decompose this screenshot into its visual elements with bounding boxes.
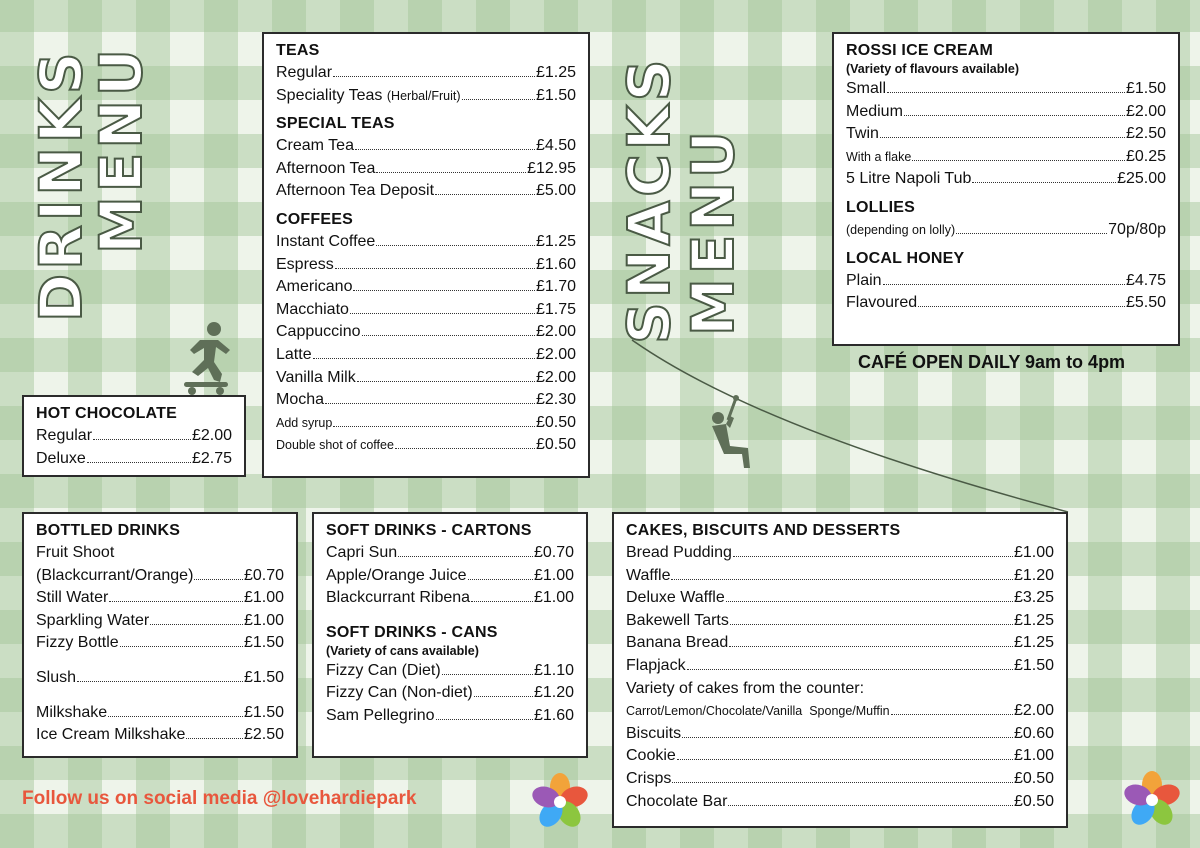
drinks-title-line2: MENU bbox=[87, 45, 155, 254]
item-name: Sam Pellegrino bbox=[326, 706, 435, 724]
item-name: Afternoon Tea Deposit bbox=[276, 182, 435, 200]
menu-item bbox=[626, 655, 1054, 678]
menu-item bbox=[36, 610, 284, 633]
item-name: 5 Litre Napoli Tub bbox=[846, 170, 972, 188]
menu-item bbox=[326, 542, 574, 565]
item-price: 70p/80p bbox=[1108, 220, 1166, 238]
menu-item bbox=[276, 321, 576, 344]
item-price: £1.25 bbox=[1013, 634, 1054, 652]
menu-item bbox=[626, 768, 1054, 791]
item-price: £0.50 bbox=[535, 436, 576, 454]
item-name: Double shot of coffee bbox=[276, 438, 394, 453]
item-name: Cream Tea bbox=[276, 137, 354, 155]
menu-item bbox=[626, 587, 1054, 610]
menu-item bbox=[626, 610, 1054, 633]
item-name: Vanilla Milk bbox=[276, 368, 356, 386]
item-name: Cappuccino bbox=[276, 323, 361, 341]
hot-chocolate-panel bbox=[22, 395, 246, 477]
item-price: £1.50 bbox=[535, 86, 576, 104]
item-name: With a flake bbox=[846, 149, 912, 164]
menu-item bbox=[276, 389, 576, 412]
menu-item bbox=[846, 101, 1166, 124]
menu-item bbox=[626, 542, 1054, 565]
menu-item bbox=[36, 565, 284, 588]
item-price: £1.00 bbox=[533, 566, 574, 584]
item-name: Regular bbox=[36, 427, 93, 444]
item-price: £2.75 bbox=[191, 449, 232, 467]
item-price: £1.00 bbox=[243, 611, 284, 629]
bottled-line1: Fruit Shoot bbox=[36, 544, 115, 561]
item-name: Fizzy Can (Diet) bbox=[326, 661, 441, 679]
menu-item bbox=[276, 299, 576, 322]
flower-logo-icon bbox=[1122, 770, 1182, 830]
item-name: Medium bbox=[846, 102, 903, 120]
soft-drinks-panel bbox=[312, 512, 588, 758]
bottled-heading: BOTTLED DRINKS bbox=[36, 522, 181, 539]
item-price: £25.00 bbox=[1117, 170, 1166, 188]
item-price: £1.70 bbox=[535, 278, 576, 296]
item-price: £1.50 bbox=[243, 703, 284, 721]
ice-cream-heading: ROSSI ICE CREAM bbox=[846, 42, 994, 59]
hot-chocolate-heading: HOT CHOCOLATE bbox=[36, 405, 177, 422]
opening-hours: CAFÉ OPEN DAILY 9am to 4pm bbox=[858, 352, 1126, 372]
item-name: Banana Bread bbox=[626, 634, 729, 652]
cakes-heading: CAKES, BISCUITS AND DESSERTS bbox=[626, 522, 901, 539]
bottled-drinks-panel bbox=[22, 512, 298, 758]
menu-item bbox=[36, 587, 284, 610]
item-price: £1.25 bbox=[535, 232, 576, 250]
item-price: £1.50 bbox=[1125, 80, 1166, 97]
item-price: £1.25 bbox=[1013, 611, 1054, 629]
item-name: Chocolate Bar bbox=[626, 792, 728, 810]
menu-item bbox=[326, 587, 574, 610]
item-name: Instant Coffee bbox=[276, 232, 376, 250]
zipline-rider-icon bbox=[700, 394, 766, 474]
item-name: Bread Pudding bbox=[626, 544, 732, 561]
item-name: Twin bbox=[846, 125, 879, 143]
item-name: Flapjack bbox=[626, 656, 686, 674]
item-price: £1.10 bbox=[533, 661, 574, 679]
menu-item bbox=[276, 434, 576, 457]
item-name: Milkshake bbox=[36, 703, 108, 721]
item-name: Fizzy Bottle bbox=[36, 634, 119, 652]
item-name: Macchiato bbox=[276, 300, 349, 318]
item-name: Small bbox=[846, 80, 887, 97]
item-price: £0.50 bbox=[1013, 792, 1054, 810]
item-name: Fizzy Can (Non-diet) bbox=[326, 684, 473, 702]
menu-item bbox=[626, 745, 1054, 768]
snacks-title-line2: MENU bbox=[679, 127, 747, 336]
item-name: Crisps bbox=[626, 769, 672, 787]
item-name: Cookie bbox=[626, 747, 676, 765]
item-name: Latte bbox=[276, 345, 312, 363]
item-price: £1.25 bbox=[535, 64, 576, 81]
item-price: £0.50 bbox=[535, 413, 576, 431]
ice-cream-note: (Variety of flavours available) bbox=[846, 62, 1019, 76]
lollies-heading: LOLLIES bbox=[846, 198, 915, 216]
menu-item bbox=[326, 565, 574, 588]
item-price: £1.00 bbox=[1013, 747, 1054, 765]
menu-item bbox=[326, 705, 574, 728]
item-name: Waffle bbox=[626, 566, 671, 584]
menu-item bbox=[276, 158, 576, 181]
menu-item bbox=[846, 219, 1166, 242]
menu-item bbox=[846, 78, 1166, 101]
item-price: £1.00 bbox=[1013, 544, 1054, 561]
item-name: Blackcurrant Ribena bbox=[326, 589, 471, 607]
menu-item bbox=[276, 412, 576, 435]
item-name: Regular bbox=[276, 64, 333, 81]
cartons-heading: SOFT DRINKS - CARTONS bbox=[326, 522, 532, 539]
item-price: £0.50 bbox=[1013, 769, 1054, 787]
item-price: £5.00 bbox=[535, 182, 576, 200]
item-price: £1.50 bbox=[243, 668, 284, 686]
menu-item bbox=[36, 632, 284, 655]
social-media-line: Follow us on social media @lovehardiepark bbox=[22, 788, 417, 809]
item-name: Mocha bbox=[276, 391, 325, 409]
menu-item bbox=[276, 180, 576, 203]
item-name: Carrot/Lemon/Chocolate/Vanilla Sponge/Muffin bbox=[626, 704, 890, 719]
item-price: £2.00 bbox=[1013, 702, 1054, 720]
snacks-title-line1: SNACKS bbox=[615, 55, 683, 344]
menu-item bbox=[36, 724, 284, 747]
item-name: Afternoon Tea bbox=[276, 159, 376, 177]
item-name: Bakewell Tarts bbox=[626, 611, 729, 629]
item-price: £1.60 bbox=[535, 255, 576, 273]
menu-item bbox=[846, 292, 1166, 315]
drinks-title-line1: DRINKS bbox=[27, 48, 95, 322]
menu-item bbox=[626, 565, 1054, 588]
item-price: £2.00 bbox=[535, 368, 576, 386]
item-price: £2.00 bbox=[535, 345, 576, 363]
item-name: Apple/Orange Juice bbox=[326, 566, 467, 584]
item-price: £1.00 bbox=[533, 589, 574, 607]
menu-item bbox=[276, 276, 576, 299]
item-name: Speciality Teas bbox=[276, 86, 383, 104]
item-price: £1.50 bbox=[243, 634, 284, 652]
item-price: £1.50 bbox=[1013, 656, 1054, 674]
item-name: (depending on lolly) bbox=[846, 222, 956, 237]
menu-item bbox=[276, 231, 576, 254]
item-name: Plain bbox=[846, 271, 882, 289]
item-price: £0.25 bbox=[1125, 147, 1166, 165]
skateboarder-icon bbox=[170, 320, 242, 396]
menu-item bbox=[626, 632, 1054, 655]
flower-logo-icon bbox=[530, 772, 590, 832]
item-price: £2.00 bbox=[1125, 102, 1166, 120]
counter-line: Variety of cakes from the counter: bbox=[626, 679, 865, 697]
item-price: £2.50 bbox=[1125, 125, 1166, 143]
menu-item bbox=[626, 791, 1054, 814]
honey-heading: LOCAL HONEY bbox=[846, 249, 965, 267]
menu-item bbox=[626, 700, 1054, 723]
cakes-panel bbox=[612, 512, 1068, 828]
menu-item bbox=[846, 146, 1166, 169]
menu-item bbox=[276, 62, 576, 85]
item-name: Slush bbox=[36, 668, 77, 686]
item-price: £0.60 bbox=[1013, 724, 1054, 742]
item-name: Ice Cream Milkshake bbox=[36, 726, 186, 744]
item-name: Deluxe bbox=[36, 449, 86, 467]
special-teas-heading: SPECIAL TEAS bbox=[276, 115, 395, 133]
menu-item bbox=[846, 123, 1166, 146]
item-price: £1.60 bbox=[533, 706, 574, 724]
cans-note: (Variety of cans available) bbox=[326, 643, 479, 658]
item-price: £4.50 bbox=[535, 137, 576, 155]
item-price: £3.25 bbox=[1013, 589, 1054, 607]
item-price: £0.70 bbox=[533, 544, 574, 561]
item-price: £2.30 bbox=[535, 391, 576, 409]
item-name: Sparkling Water bbox=[36, 611, 150, 629]
item-price: £1.20 bbox=[1013, 566, 1054, 584]
menu-item bbox=[276, 367, 576, 390]
item-name: Espress bbox=[276, 255, 334, 273]
item-name: Biscuits bbox=[626, 724, 682, 742]
item-price: £2.50 bbox=[243, 726, 284, 744]
menu-item bbox=[276, 135, 576, 158]
menu-item bbox=[626, 723, 1054, 746]
ice-cream-panel bbox=[832, 32, 1180, 346]
item-price: £1.00 bbox=[243, 589, 284, 607]
item-note: (Herbal/Fruit) bbox=[386, 88, 461, 103]
cans-heading: SOFT DRINKS - CANS bbox=[326, 623, 498, 641]
item-price: £2.00 bbox=[191, 427, 232, 444]
item-name: Flavoured bbox=[846, 294, 918, 312]
item-name: Deluxe Waffle bbox=[626, 589, 725, 607]
menu-item bbox=[326, 660, 574, 683]
item-price: £1.75 bbox=[535, 300, 576, 318]
item-name: Add syrup bbox=[276, 415, 333, 430]
menu-item bbox=[36, 448, 232, 471]
teas-heading: TEAS bbox=[276, 42, 320, 59]
menu-item bbox=[846, 270, 1166, 293]
item-name: (Blackcurrant/Orange) bbox=[36, 566, 194, 584]
menu-item bbox=[846, 168, 1166, 191]
menu-item bbox=[36, 667, 284, 690]
item-price: £5.50 bbox=[1125, 294, 1166, 312]
item-name: Still Water bbox=[36, 589, 109, 607]
item-name: Capri Sun bbox=[326, 544, 398, 561]
menu-item bbox=[276, 85, 576, 108]
item-price: £4.75 bbox=[1125, 271, 1166, 289]
teas-coffees-panel bbox=[262, 32, 590, 478]
item-name: Americano bbox=[276, 278, 353, 296]
coffees-heading: COFFEES bbox=[276, 210, 353, 228]
item-price: £12.95 bbox=[527, 159, 576, 177]
menu-item bbox=[326, 682, 574, 705]
menu-item bbox=[276, 254, 576, 277]
menu-item bbox=[36, 425, 232, 448]
menu-item bbox=[276, 344, 576, 367]
menu-item bbox=[36, 702, 284, 725]
item-price: £2.00 bbox=[535, 323, 576, 341]
item-price: £0.70 bbox=[243, 566, 284, 584]
item-price: £1.20 bbox=[533, 684, 574, 702]
